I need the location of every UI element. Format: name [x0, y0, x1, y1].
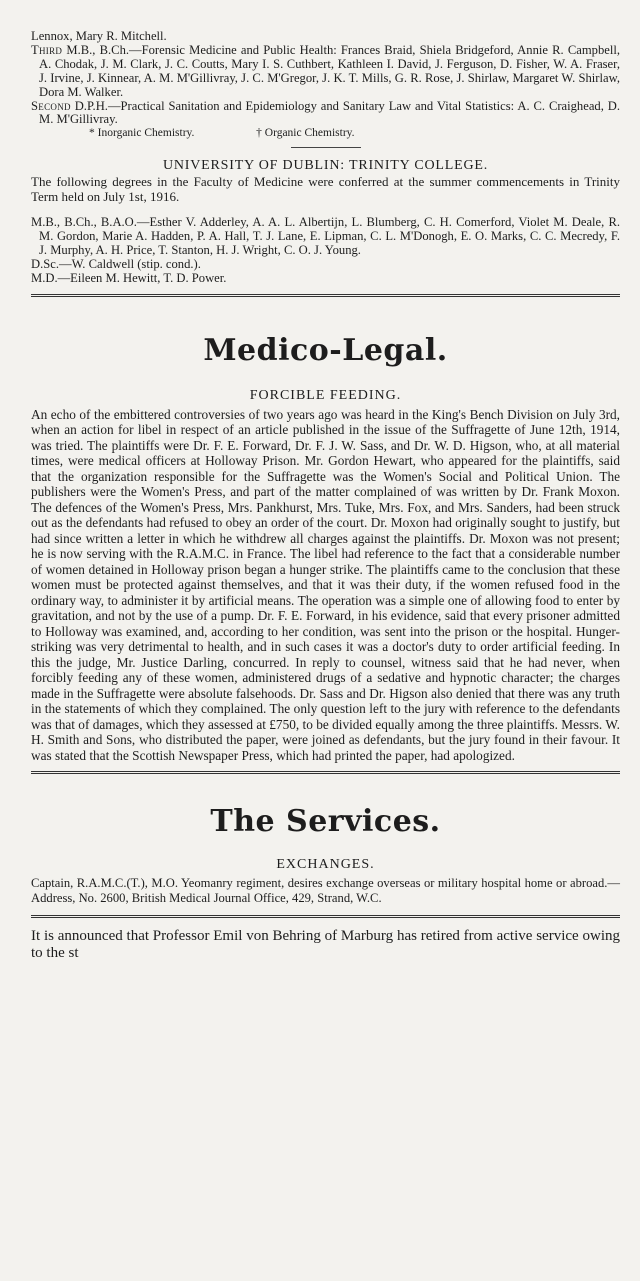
footnote-inorganic: * Inorganic Chemistry.: [89, 127, 195, 140]
double-rule-divider-3: [31, 915, 620, 918]
behring-notice: It is announced that Professor Emil von Behring of Marburg has retired from active service owing to the st: [31, 928, 620, 962]
forcible-feeding-article: An echo of the embittered controversies of two years ago was heard in the King's Bench Division on July 3rd, when an action for libel in respect of an article published in the issue of the Suffragette of June 12th, 1914, was tried. The plaintiffs were Dr. F. E. Forward, Dr. F. J. W. Sass, and Dr. W. D. Higson, who, at all material times, were medical officers at Holloway Prison. Mr. Gordon Hewart, who appeared for the plaintiffs, said that the organization responsible for the Suffragette was the Women's Social and Political Union. The publishers were the Women's Press, and part of the matter complained of was written by Dr. Frank Moxon. The defences of the Women's Press, Mrs. Pankhurst, Mrs. Tuke, Mrs. Fox, and Mrs. Sanders, had been struck out as the defendants had refused to obey an order of the court. Dr. Moxon had originally sought to justify, but had since written a letter in which he withdrew all charges against the plaintiffs. Dr. Moxon was not present; he is now serving with the R.A.M.C. in France. The libel had reference to the fact that a considerable number of women detained in Holloway prison began a hunger strike. The plaintiffs came to the conclusion that these women must be protected against themselves, and that it was their duty, if the women refused food in the ordinary way, to administer it by artificial means. The operation was a simple one of allowing food to enter by gravitation, and not by the use of a pump. Dr. F. E. Forward, in his evidence, said that every prisoner admitted to Holloway was examined, and, according to her condition, was sent into the prison or the hospital. Hunger-striking was very detrimental to health, and in such cases it was a doctor's duty to order artificial feeding. In this the judge, Mr. Justice Darling, concurred. In reply to counsel, witness said that he had never, when forcibly feeding any of these women, administered drugs of a sedative and hypnotic character; the charges made in the Suffragette were absolute falsehoods. Dr. Sass and Dr. Higson also denied that there was any truth in the statements of which they complained. The only question left to the jury with reference to the defendants was that of damages, which they assessed at £750, to be divided equally among the three plaintiffs. Messrs. W. H. Smith and Sons, who distributed the paper, were joined as defendants, but the jury found in their favour. It was stated that the Scottish Newspaper Press, which had printed the paper, had apologized.: [31, 406, 620, 763]
double-rule-divider-2: [31, 771, 620, 774]
dublin-heading: UNIVERSITY OF DUBLIN: TRINITY COLLEGE.: [162, 158, 489, 174]
dublin-intro: The following degrees in the Faculty of Medicine were conferred at the summer commencements in Trinity Term held on July 1st, 1916.: [31, 174, 620, 205]
medico-legal-masthead: Medico-Legal.: [203, 332, 448, 368]
lennox-line: Lennox, Mary R. Mitchell.: [31, 29, 167, 43]
second-dph-list: [31, 100, 620, 128]
third-label: Third: [31, 42, 63, 57]
dublin-md: M.D.—Eileen M. Hewitt, T. D. Power.: [31, 270, 227, 285]
third-mb-list: [31, 44, 620, 100]
dublin-mb-list: M.B., B.Ch., B.A.O.—Esther V. Adderley, A. A. L. Albertijn, L. Blumberg, C. H. Comerford, Violet M. Deale, R. M. Gordon, Marie A. Hadden, P. A. Hall, T. J. Lane, E. Lipman, C. L. M'Donogh, E. O. Marks, C. C. Mecredy, F. J. Murphy, A. H. Price, T. Stanton, H. J. Wright, C. O. J. Young.: [31, 215, 620, 258]
double-rule-divider: [31, 294, 620, 297]
exchanges-heading: EXCHANGES.: [276, 857, 375, 873]
second-label: Second: [31, 98, 71, 113]
footnote-organic: † Organic Chemistry.: [256, 127, 355, 140]
exchanges-notice: Captain, R.A.M.C.(T.), M.O. Yeomanry regiment, desires exchange overseas or military hospital home or abroad.—Address, No. 2600, British Medical Journal Office, 429, Strand, W.C.: [31, 876, 620, 905]
second-text: D.P.H.—Practical Sanitation and Epidemiology and Sanitary Law and Vital Statistics: A. C. Craighead, D. M. M'Gillivray.: [39, 98, 620, 127]
footnotes-line: [31, 127, 620, 141]
third-text: M.B., B.Ch.—Forensic Medicine and Public Health: Frances Braid, Shiela Bridgeford, Annie R. Campbell, A. Chodak, J. M. Clark, J. C. Coutts, Mary I. S. Cuthbert, Kathleen I. David, J. Ferguson, D. Fisher, W. A. Fraser, J. Irvine, J. Kinnear, A. M. M'Gillivray, J. C. M'Gregor, J. K. T. Mills, G. R. Rose, J. Shirlaw, Margaret W. Shirlaw, Dora M. Walker.: [39, 42, 620, 99]
forcible-feeding-heading: FORCIBLE FEEDING.: [249, 387, 402, 403]
dublin-dsc: D.Sc.—W. Caldwell (stip. cond.).: [31, 256, 201, 271]
section-divider: [291, 147, 361, 148]
services-masthead: The Services.: [210, 804, 441, 840]
